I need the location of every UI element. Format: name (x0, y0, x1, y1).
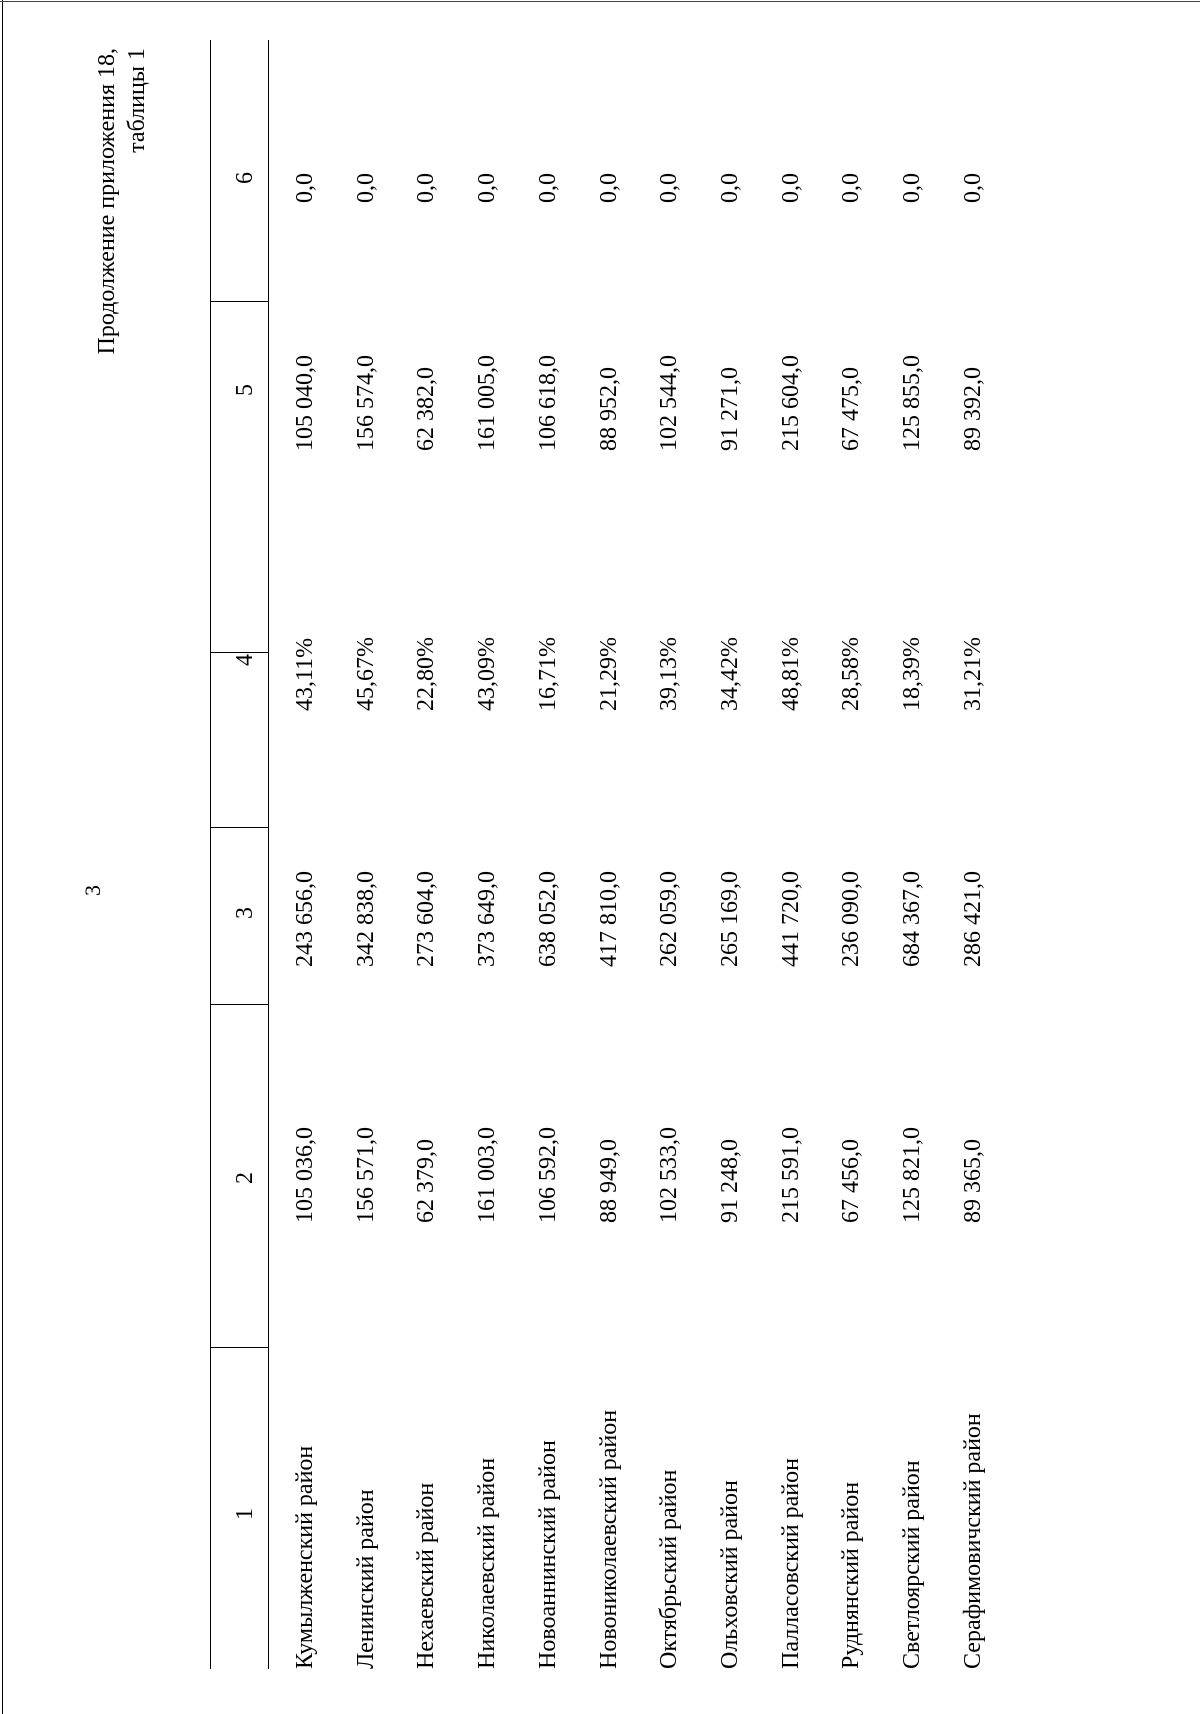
column-5-cell: 62 382,0 (413, 367, 440, 451)
column-3-cell: 265 169,0 (716, 871, 743, 967)
column-divider-4 (210, 652, 268, 653)
column-6-cell: 0,0 (534, 173, 561, 203)
column-6-cell: 0,0 (959, 173, 986, 203)
column-3-cell: 342 838,0 (352, 871, 379, 967)
column-4-cell: 21,29% (595, 637, 622, 711)
column-divider-5 (210, 301, 268, 302)
header-top-rule (210, 40, 211, 1669)
district-name-cell: Николаевский район (474, 1457, 501, 1669)
column-header-4: 4 (232, 654, 258, 666)
district-name-cell: Новониколаевский район (595, 1409, 622, 1669)
column-3-cell: 373 649,0 (474, 871, 501, 967)
column-2-cell: 88 949,0 (595, 1139, 622, 1223)
column-6-cell: 0,0 (474, 173, 501, 203)
column-5-cell: 67 475,0 (838, 367, 865, 451)
column-2-cell: 89 365,0 (959, 1139, 986, 1223)
column-5-cell: 215 604,0 (777, 355, 804, 451)
district-name-cell: Палласовский район (777, 1458, 804, 1669)
column-header-2: 2 (232, 1172, 258, 1184)
column-6-cell: 0,0 (595, 173, 622, 203)
district-name-cell: Нехаевский район (413, 1482, 440, 1669)
column-6-cell: 0,0 (656, 173, 683, 203)
column-4-cell: 18,39% (899, 637, 925, 711)
column-3-cell: 243 656,0 (292, 871, 318, 967)
column-4-cell: 28,58% (838, 637, 865, 711)
district-name-cell: Светлоярский район (899, 1460, 925, 1669)
column-6-cell: 0,0 (838, 173, 865, 203)
district-name-cell: Новоаннинский район (534, 1440, 561, 1669)
column-header-1: 1 (232, 1508, 258, 1520)
column-3-cell: 441 720,0 (777, 871, 804, 967)
column-6-cell: 0,0 (899, 173, 925, 203)
column-6-cell: 0,0 (292, 173, 318, 203)
column-4-cell: 43,09% (474, 637, 501, 711)
column-3-cell: 262 059,0 (656, 871, 683, 967)
column-3-cell: 286 421,0 (959, 871, 986, 967)
column-4-cell: 39,13% (656, 637, 683, 711)
column-2-cell: 161 003,0 (474, 1127, 501, 1223)
table-caption (92, 48, 152, 464)
column-6-cell: 0,0 (716, 173, 743, 203)
column-divider-3 (210, 827, 268, 828)
column-4-cell: 31,21% (959, 637, 986, 711)
caption-line-2: таблицы 1 (124, 48, 150, 153)
district-name-cell: Октябрьский район (656, 1469, 683, 1669)
column-3-cell: 417 810,0 (595, 871, 622, 967)
column-5-cell: 91 271,0 (716, 367, 743, 451)
column-6-cell: 0,0 (352, 173, 379, 203)
caption-line-1: Продолжение приложения 18, (94, 48, 120, 355)
column-2-cell: 91 248,0 (716, 1139, 743, 1223)
column-header-3: 3 (232, 907, 258, 919)
column-5-cell: 89 392,0 (959, 367, 986, 451)
column-2-cell: 105 036,0 (292, 1127, 318, 1223)
column-2-cell: 106 592,0 (534, 1127, 561, 1223)
column-2-cell: 62 379,0 (413, 1139, 440, 1223)
column-3-cell: 236 090,0 (838, 871, 865, 967)
column-6-cell: 0,0 (413, 173, 440, 203)
column-2-cell: 156 571,0 (352, 1127, 379, 1223)
column-4-cell: 22,80% (413, 637, 440, 711)
column-header-6: 6 (232, 172, 258, 184)
district-name-cell: Ленинский район (352, 1489, 379, 1669)
column-3-cell: 273 604,0 (413, 871, 440, 967)
column-divider-2 (210, 1004, 268, 1005)
column-2-cell: 67 456,0 (838, 1139, 865, 1223)
column-4-cell: 34,42% (716, 637, 743, 711)
column-3-cell: 684 367,0 (899, 871, 925, 967)
column-2-cell: 102 533,0 (656, 1127, 683, 1223)
column-5-cell: 156 574,0 (352, 355, 379, 451)
district-name-cell: Ольховский район (716, 1480, 743, 1669)
column-4-cell: 48,81% (777, 637, 804, 711)
column-5-cell: 88 952,0 (595, 367, 622, 451)
column-header-5: 5 (232, 384, 258, 396)
column-5-cell: 102 544,0 (656, 355, 683, 451)
column-5-cell: 105 040,0 (292, 355, 318, 451)
column-5-cell: 106 618,0 (534, 355, 561, 451)
column-2-cell: 215 591,0 (777, 1127, 804, 1223)
column-2-cell: 125 821,0 (899, 1127, 925, 1223)
district-name-cell: Серафимовичский район (959, 1413, 986, 1669)
column-6-cell: 0,0 (777, 173, 804, 203)
page-number: 3 (80, 885, 105, 896)
column-3-cell: 638 052,0 (534, 871, 561, 967)
column-5-cell: 125 855,0 (899, 355, 925, 451)
district-name-cell: Руднянский район (838, 1481, 865, 1669)
column-divider-1 (210, 1347, 268, 1348)
column-5-cell: 161 005,0 (474, 355, 501, 451)
district-name-cell: Кумылженский район (292, 1445, 318, 1669)
header-bottom-rule (268, 40, 269, 1669)
column-4-cell: 43,11% (292, 637, 318, 711)
column-4-cell: 45,67% (352, 637, 379, 711)
column-4-cell: 16,71% (534, 637, 561, 711)
